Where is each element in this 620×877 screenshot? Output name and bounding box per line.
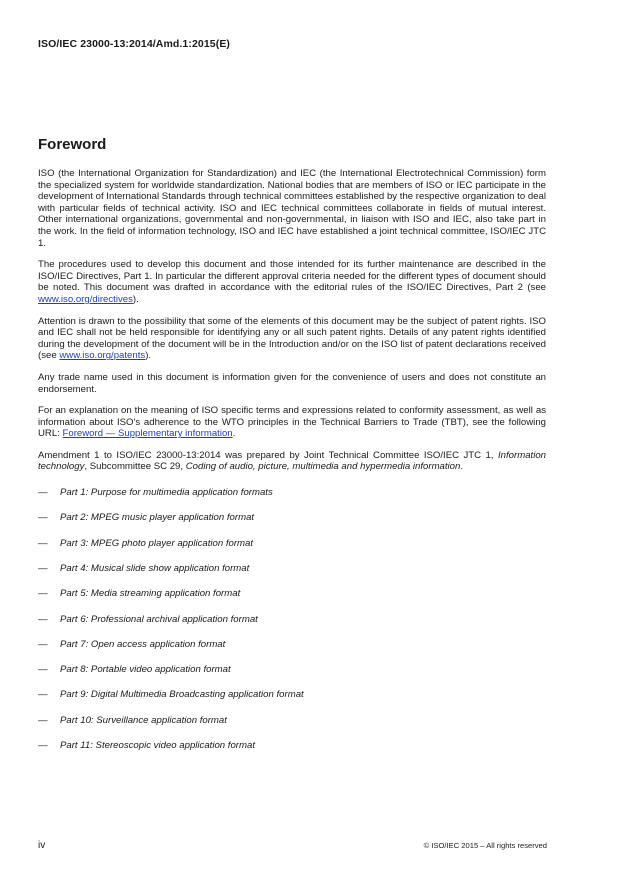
part-title: Part 11: Stereoscopic video application format bbox=[60, 740, 255, 752]
paragraph-text: ISO (the International Organization for Standardization) and IEC (the International Electrotechnical Commission) form the specialized system for worldwide standardization. National bodies that are members of ISO or IEC participate in the development of International Standards through technical committees established by the respective organization to deal with particular fields of technical activity. ISO and IEC technical committees collaborate in fields of mutual interest. Other international organizations, governmental and non-governmental, in liaison with ISO and IEC, also take part in the work. In the field of information technology, ISO and IEC have established a joint technical committee, ISO/IEC JTC 1. bbox=[38, 168, 546, 249]
dash-bullet: — bbox=[38, 664, 48, 676]
dash-bullet: — bbox=[38, 714, 48, 726]
page-number: iv bbox=[38, 840, 46, 851]
copyright-notice: © ISO/IEC 2015 – All rights reserved bbox=[423, 841, 547, 850]
paragraph-procedures bbox=[38, 259, 546, 305]
list-item bbox=[38, 512, 546, 537]
dash-bullet: — bbox=[38, 537, 48, 549]
document-id: ISO/IEC 23000-13:2014/Amd.1:2015(E) bbox=[38, 38, 231, 50]
dash-bullet: — bbox=[38, 638, 48, 650]
paragraph-iso-iec bbox=[38, 168, 546, 249]
parts-list bbox=[38, 487, 546, 765]
dash-bullet: — bbox=[38, 512, 48, 524]
paragraph-trade-name bbox=[38, 372, 546, 395]
list-item bbox=[38, 538, 546, 563]
paragraph-text: Attention is drawn to the possibility that some of the elements of this document may be the subject of patent rights. ISO and IEC shall not be held responsible for identifying any or all such patent rights. Details of any patent rights identified during the development of the document will be in the Introduction and/or on the ISO list of patent declarations received (see bbox=[38, 315, 546, 362]
amendment-italic-subject: Coding of audio, picture, multimedia and hypermedia information bbox=[185, 461, 461, 473]
list-item bbox=[38, 487, 546, 512]
supplementary-info-link[interactable]: Foreword — Supplementary information bbox=[62, 428, 233, 440]
list-item bbox=[38, 588, 546, 613]
part-title: Part 6: Professional archival application format bbox=[60, 613, 258, 625]
list-item bbox=[38, 639, 546, 664]
list-item bbox=[38, 715, 546, 740]
amendment-text-end: . bbox=[460, 461, 464, 473]
paragraph-text-end: ). bbox=[132, 293, 139, 305]
part-title: Part 8: Portable video application format bbox=[60, 664, 231, 676]
dash-bullet: — bbox=[38, 588, 48, 600]
part-title: Part 10: Surveillance application format bbox=[60, 714, 227, 726]
page-title: Foreword bbox=[38, 136, 107, 153]
list-item bbox=[38, 563, 546, 588]
dash-bullet: — bbox=[38, 689, 48, 701]
part-title: Part 2: MPEG music player application format bbox=[60, 512, 255, 524]
part-title: Part 5: Media streaming application format bbox=[60, 588, 241, 600]
paragraph-text: The procedures used to develop this document and those intended for its further maintenance are described in the ISO/IEC Directives, Part 1. In particular the different approval criteria needed for the different types of document should be noted. This document was drafted in accordance with the editorial rules of the ISO/IEC Directives, Part 2 (see bbox=[38, 259, 546, 294]
paragraph-text-end: . bbox=[232, 428, 236, 440]
paragraph-patents bbox=[38, 316, 546, 362]
list-item bbox=[38, 664, 546, 689]
part-title: Part 9: Digital Multimedia Broadcasting application format bbox=[60, 689, 304, 701]
list-item bbox=[38, 614, 546, 639]
part-title: Part 7: Open access application format bbox=[60, 638, 226, 650]
amendment-italic-field: Information technology bbox=[38, 449, 546, 473]
list-item bbox=[38, 740, 546, 765]
dash-bullet: — bbox=[38, 562, 48, 574]
document-body bbox=[38, 168, 546, 765]
patents-link[interactable]: www.iso.org/patents bbox=[59, 350, 146, 362]
amendment-text-mid: , Subcommittee SC 29, bbox=[84, 461, 186, 473]
part-title: Part 3: MPEG photo player application format bbox=[60, 537, 254, 549]
paragraph-text: For an explanation on the meaning of ISO specific terms and expressions related to conformity assessment, as well as information about ISO's adherence to the WTO principles in the Technical Barriers to Trade (TBT), see the following URL: bbox=[38, 405, 546, 440]
paragraph-text: Any trade name used in this document is information given for the convenience of users and does not constitute an endorsement. bbox=[38, 371, 546, 395]
list-item bbox=[38, 689, 546, 714]
part-title: Part 1: Purpose for multimedia application formats bbox=[60, 487, 273, 499]
amendment-text: Amendment 1 to ISO/IEC 23000-13:2014 was prepared by Joint Technical Committee ISO/IEC JTC 1, bbox=[38, 449, 498, 461]
paragraph-conformity bbox=[38, 405, 546, 440]
paragraph-text-end: ). bbox=[145, 350, 152, 362]
directives-link[interactable]: www.iso.org/directives bbox=[38, 293, 133, 305]
amendment-paragraph bbox=[38, 450, 546, 473]
dash-bullet: — bbox=[38, 487, 48, 499]
dash-bullet: — bbox=[38, 740, 48, 752]
part-title: Part 4: Musical slide show application format bbox=[60, 562, 250, 574]
dash-bullet: — bbox=[38, 613, 48, 625]
